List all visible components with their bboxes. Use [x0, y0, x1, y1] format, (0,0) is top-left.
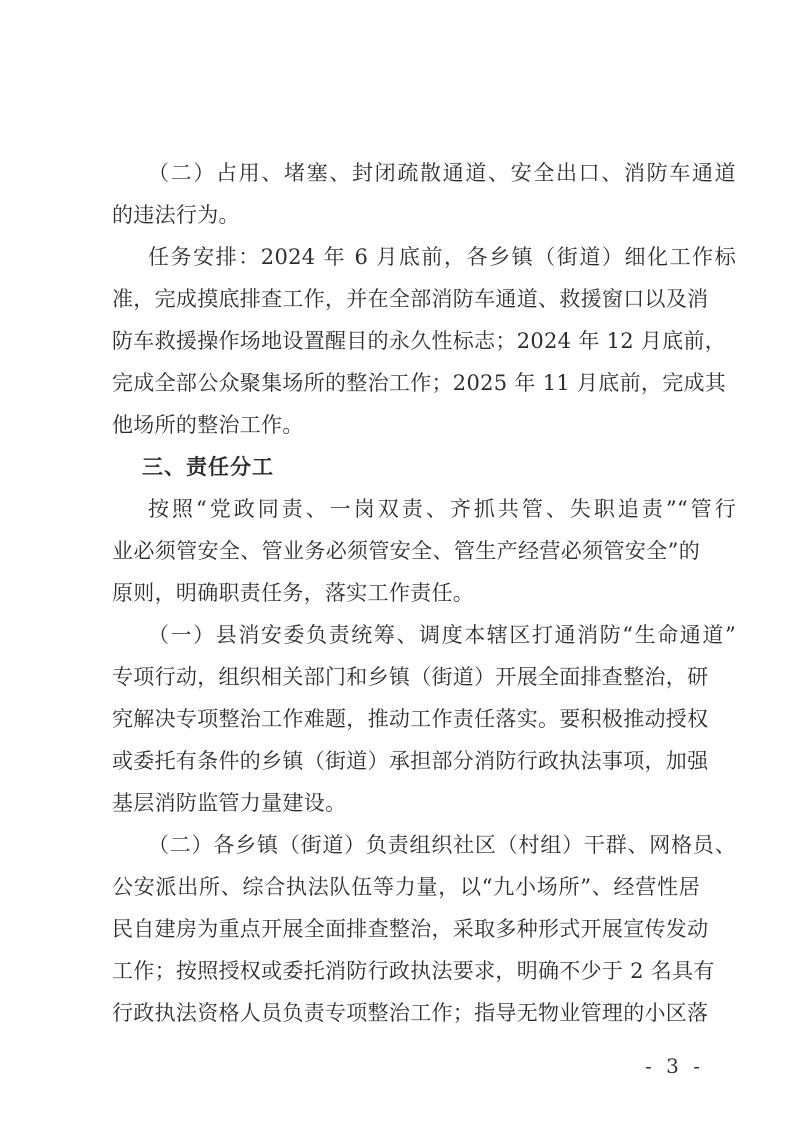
paragraph-line: 防车救援操作场地设置醒目的永久性标志；2024 年 12 月底前， — [112, 329, 727, 353]
paragraph-line: 基层消防监管力量建设。 — [112, 791, 347, 815]
paragraph-line: （二）各乡镇（街道）负责组织社区（村组）干群、网格员、 — [148, 833, 736, 857]
paragraph-line: 业必须管安全、管业务必须管安全、管生产经营必须管安全”的 — [112, 539, 700, 563]
paragraph-line: 公安派出所、综合执法队伍等力量，以“九小场所”、经营性居 — [112, 875, 700, 899]
paragraph-line: 原则，明确职责任务，落实工作责任。 — [112, 581, 475, 605]
paragraph-line: 他场所的整治工作。 — [112, 413, 304, 437]
paragraph-line: 完成全部公众聚集场所的整治工作；2025 年 11 月底前，完成其 — [112, 371, 727, 395]
section-heading: 三、责任分工 — [142, 455, 274, 479]
paragraph-line: 准，完成摸底排查工作，并在全部消防车通道、救援窗口以及消 — [112, 287, 709, 311]
page-number: - 3 - — [645, 1054, 704, 1078]
paragraph-line: 按照“党政同责、一岗双责、齐抓共管、失职追责”“管行 — [148, 497, 736, 521]
paragraph-line: （二）占用、堵塞、封闭疏散通道、安全出口、消防车通道 — [148, 161, 736, 185]
paragraph-line: 或委托有条件的乡镇（街道）承担部分消防行政执法事项，加强 — [112, 749, 709, 773]
paragraph-line: 工作；按照授权或委托消防行政执法要求，明确不少于 2 名具有 — [112, 959, 715, 983]
paragraph-line: 民自建房为重点开展全面排查整治，采取多种形式开展宣传发动 — [112, 917, 709, 941]
paragraph-line: 的违法行为。 — [112, 203, 240, 227]
document-body — [112, 152, 736, 1034]
paragraph-line: 任务安排：2024 年 6 月底前，各乡镇（街道）细化工作标 — [148, 245, 736, 269]
paragraph-line: 专项行动，组织相关部门和乡镇（街道）开展全面排查整治，研 — [112, 665, 709, 689]
paragraph-line: 行政执法资格人员负责专项整治工作；指导无物业管理的小区落 — [112, 1001, 709, 1025]
paragraph-line: （一）县消安委负责统筹、调度本辖区打通消防“生命通道” — [148, 623, 736, 647]
paragraph-line: 究解决专项整治工作难题，推动工作责任落实。要积极推动授权 — [112, 707, 709, 731]
